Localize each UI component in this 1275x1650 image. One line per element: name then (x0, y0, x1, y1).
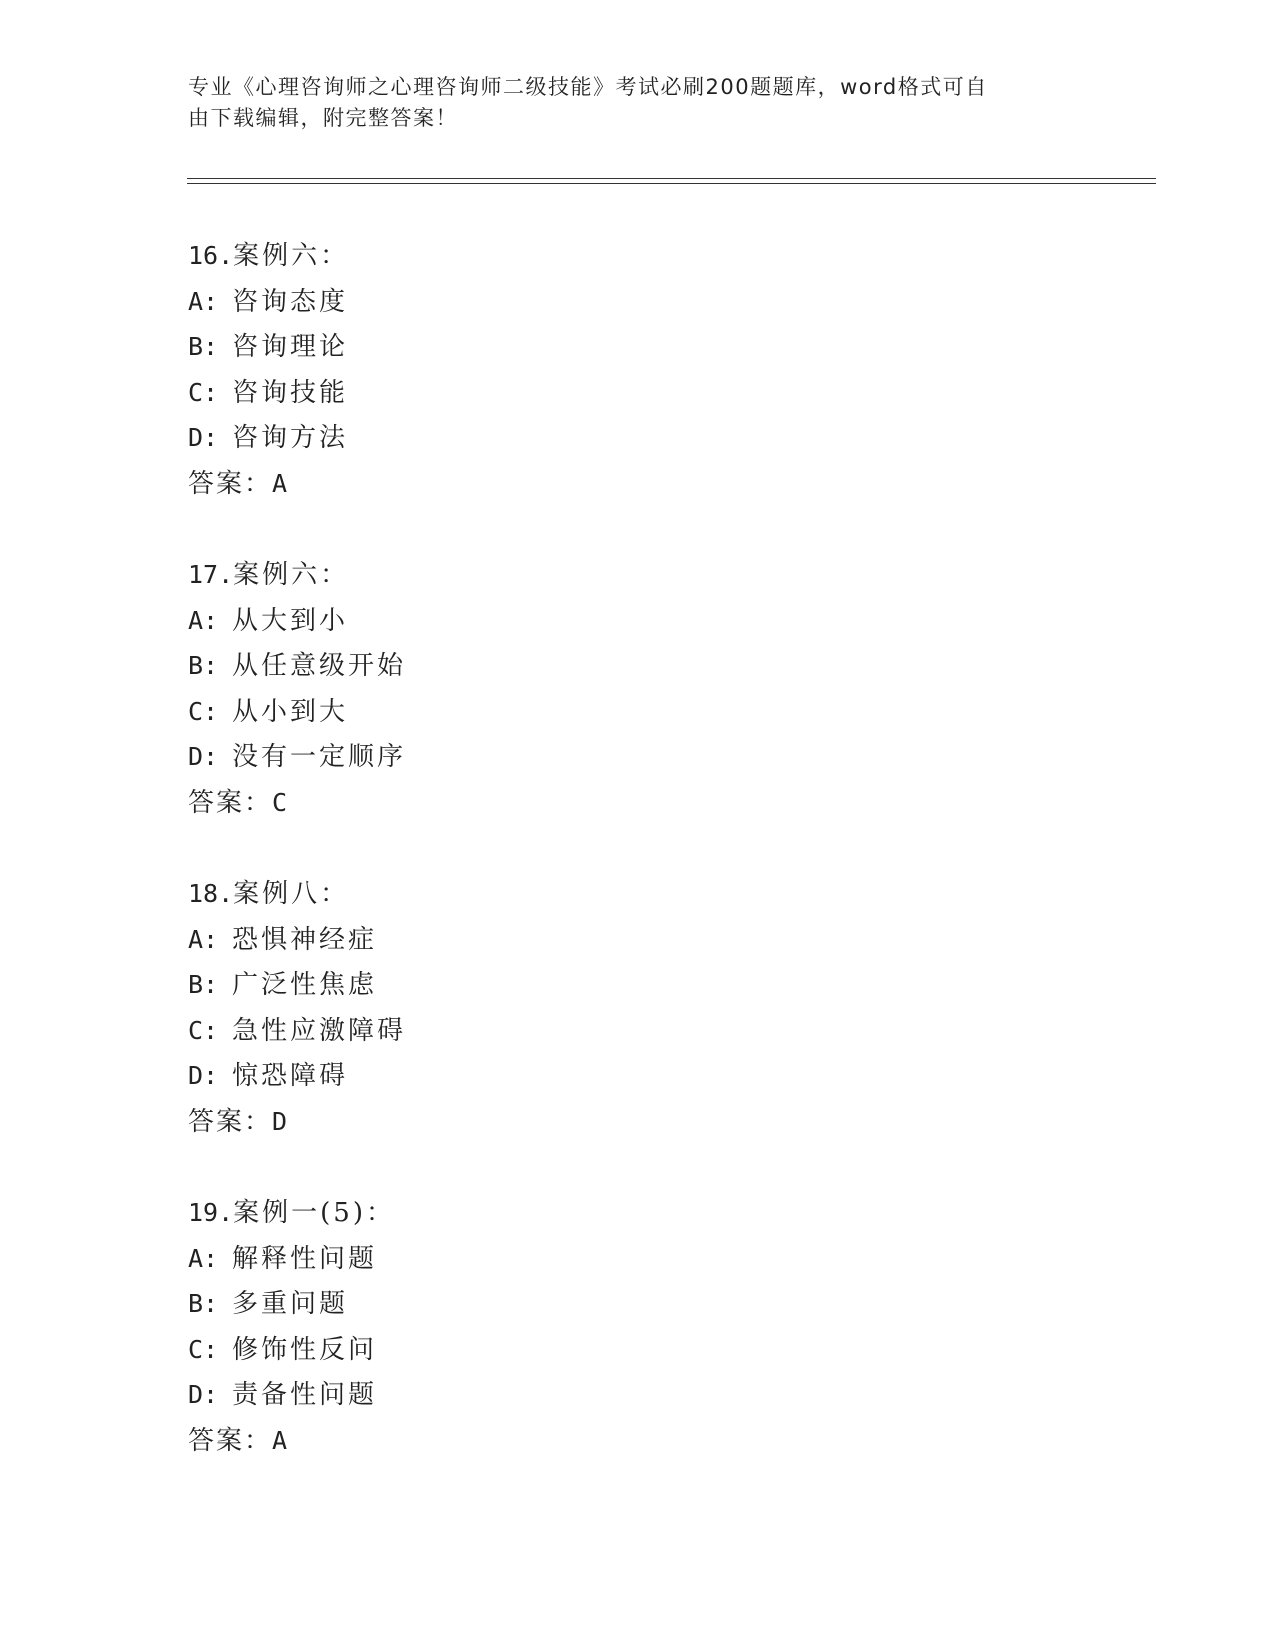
question-17 (188, 552, 1088, 825)
option-key: B: (188, 651, 219, 680)
option-a (188, 279, 1088, 325)
option-key: A: (188, 924, 219, 954)
question-number: 16. (188, 241, 234, 270)
answer-line (188, 1418, 1088, 1464)
option-key: C: (188, 377, 219, 407)
answer-label: 答案： (188, 1425, 273, 1456)
option-a (188, 1236, 1088, 1282)
option-key: A: (188, 1243, 219, 1273)
option-key: B: (188, 1289, 219, 1318)
option-key: D: (188, 1061, 219, 1090)
option-d (188, 1372, 1088, 1418)
option-key: B: (188, 970, 219, 999)
option-text: 恐惧神经症 (232, 924, 378, 955)
question-list (188, 233, 1088, 1509)
option-b (188, 962, 1088, 1008)
question-text: 案例六： (233, 560, 350, 590)
option-key: A: (188, 286, 219, 316)
option-b (188, 643, 1088, 689)
option-c (188, 1008, 1088, 1054)
question-text: 案例八： (233, 879, 350, 909)
option-text: 急性应激障碍 (232, 1015, 407, 1046)
option-text: 咨询技能 (232, 377, 349, 408)
answer-label: 答案： (188, 787, 273, 818)
header-line-2: 由下载编辑，附完整答案！ (188, 106, 458, 130)
option-text: 咨询态度 (232, 286, 349, 317)
option-key: A: (188, 605, 219, 635)
option-text: 广泛性焦虑 (232, 970, 378, 1000)
header-line-1: 专业《心理咨询师之心理咨询师二级技能》考试必刷200题题库，word格式可自 (188, 75, 988, 99)
option-text: 从任意级开始 (232, 651, 407, 681)
option-c (188, 370, 1088, 416)
option-b (188, 324, 1088, 370)
answer-value: D (272, 1106, 288, 1136)
option-text: 责备性问题 (232, 1380, 378, 1410)
option-key: C: (188, 1015, 219, 1045)
option-text: 多重问题 (232, 1289, 349, 1319)
option-a (188, 917, 1088, 963)
option-text: 咨询理论 (232, 332, 349, 362)
option-key: C: (188, 696, 219, 726)
answer-label: 答案： (188, 1106, 273, 1137)
option-text: 惊恐障碍 (232, 1061, 349, 1091)
option-d (188, 734, 1088, 780)
question-text: 案例六： (233, 241, 350, 271)
answer-value: C (272, 787, 288, 817)
question-number: 18. (188, 879, 234, 908)
question-stem (188, 871, 1088, 917)
document-header (188, 72, 1088, 134)
option-a (188, 598, 1088, 644)
question-text: 案例一(5)： (233, 1198, 395, 1228)
option-d (188, 1053, 1088, 1099)
option-text: 没有一定顺序 (232, 742, 407, 772)
answer-line (188, 780, 1088, 826)
question-number: 17. (188, 560, 234, 589)
option-key: D: (188, 742, 219, 771)
option-key: D: (188, 1380, 219, 1409)
option-c (188, 1327, 1088, 1373)
option-text: 修饰性反问 (232, 1334, 378, 1365)
option-c (188, 689, 1088, 735)
option-text: 咨询方法 (232, 423, 349, 453)
question-18 (188, 871, 1088, 1144)
option-text: 解释性问题 (232, 1243, 378, 1274)
question-stem (188, 1190, 1088, 1236)
answer-value: A (272, 1425, 288, 1455)
option-key: C: (188, 1334, 219, 1364)
option-text: 从大到小 (232, 605, 349, 636)
answer-value: A (272, 468, 288, 498)
option-d (188, 415, 1088, 461)
header-divider-bottom (187, 183, 1156, 184)
option-b (188, 1281, 1088, 1327)
answer-label: 答案： (188, 468, 273, 499)
header-divider-top (187, 178, 1156, 179)
question-stem (188, 552, 1088, 598)
question-16 (188, 233, 1088, 506)
option-key: D: (188, 423, 219, 452)
option-text: 从小到大 (232, 696, 349, 727)
answer-line (188, 1099, 1088, 1145)
question-stem (188, 233, 1088, 279)
option-key: B: (188, 332, 219, 361)
question-number: 19. (188, 1198, 234, 1227)
answer-line (188, 461, 1088, 507)
question-19 (188, 1190, 1088, 1463)
